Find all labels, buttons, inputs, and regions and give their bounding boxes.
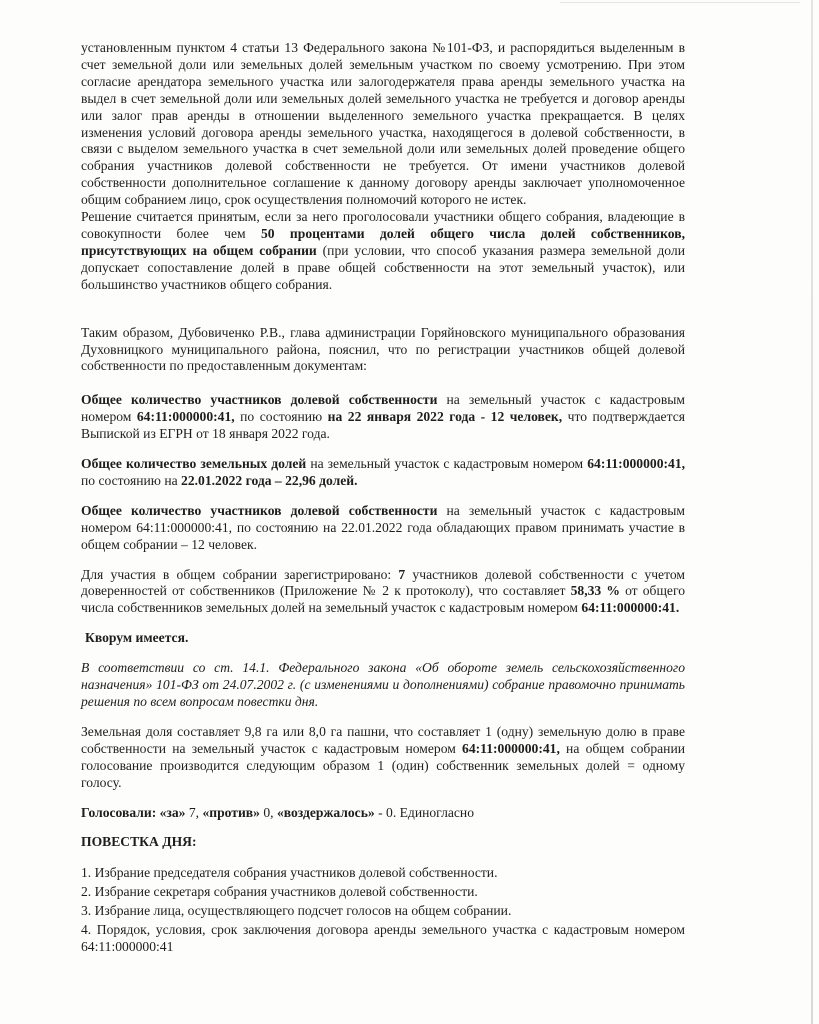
agenda-title: ПОВЕСТКА ДНЯ: [81,834,197,850]
paragraph-decision-rule: Решение считается принятым, если за него проголосовали участники общего собрания, владеющие в совокупности более чем 50 процентами долей общего числа долей собственников, присутствующих на общем собрании (при условии, что способ указания размера земельной доли допускает сопоставление долей в праве общей собственности на этот земельный участок), или большинство участников общего собрания. [81,209,685,292]
quorum-statement: Кворум имеется. [85,630,189,646]
agenda-item: 3. Избрание лица, осуществляющего подсчет голосов на общем собрании. [81,903,512,919]
paragraph-eligible-participants: Общее количество участников долевой собственности на земельный участок с кадастровым номером 64:11:000000:41, по состоянию на 22.01.2022 года обладающих правом принимать участие в общем собрании – 12 человек. [81,502,685,552]
paragraph-legal-basis: В соответствии со ст. 14.1. Федерального закона «Об обороте земель сельскохозяйственного назначения» 101-ФЗ от 24.07.2002 г. (с изменениями и дополнениями) собрание правомочно принимать решения по всем вопросам повестки дня. [81,660,685,709]
paragraph-registration-intro: Таким образом, Дубовиченко Р.В., глава администрации Горяйновского муниципального образования Духовницкого муниципального района, пояснил, что по регистрации участников общей долевой собственности по предоставленным документам: [81,324,685,374]
agenda-item: 4. Порядок, условия, срок заключения договора аренды земельного участка с кадастровым номером 64:11:000000:41 [81,922,685,954]
paragraph-registered-participants: Для участия в общем собрании зарегистрировано: 7 участников долевой собственности с учетом доверенностей от собственников (Приложение № 2 к протоколу), что составляет 58,33 % от общего числа собственников земельных долей на земельный участок с кадастровым номером 64:11:000000:41. [81,566,685,616]
paragraph-total-shares: Общее количество земельных долей на земельный участок с кадастровым номером 64:11:000000:41, по состоянию на 22.01.2022 года – 22,96 долей. [81,456,686,488]
document-page [81,40,685,956]
vote-result: Голосовали: «за» 7, «против» 0, «воздержалось» - 0. Единогласно [81,804,474,820]
scan-edge [811,0,813,1024]
scan-edge-top [560,2,800,3]
paragraph-total-participants: Общее количество участников долевой собственности на земельный участок с кадастровым номером 64:11:000000:41, по состоянию на 22 января 2022 года - 12 человек, что подтверждается Выпиской из ЕГРН от 18 января 2022 года. [81,392,685,442]
agenda-item: 2. Избрание секретаря собрания участников долевой собственности. [81,884,478,900]
agenda-list [81,865,685,956]
decision-threshold: 50 процентами долей общего числа долей собственников, присутствующих на общем собрании [81,225,685,258]
agenda-item: 1. Избрание председателя собрания участников долевой собственности. [81,865,498,881]
paragraph-share-allocation: установленным пунктом 4 статьи 13 Федерального закона №101-ФЗ, и распорядиться выделенным в счет земельной доли или земельных долей земельным участком по своему усмотрению. При этом согласие арендатора земельного участка или залогодержателя права аренды земельного участка на выдел в счет земельной доли или земельных долей земельного участка не требуется и договор аренды или залог прав аренды в отношении выделенного земельного участка прекращается. В целях изменения условий договора аренды земельного участка, находящегося в долевой собственности, в связи с выделом земельного участка в счет земельной доли или земельных долей проведение общего собрания участников долевой собственности не требуется. От имени участников долевой собственности дополнительное соглашение к данному договору аренды заключает уполномоченное общим собранием лицо, срок осуществления полномочий которого не истек. [81,40,685,208]
paragraph-land-share: Земельная доля составляет 9,8 га или 8,0 га пашни, что составляет 1 (одну) земельную долю в праве собственности на земельный участок с кадастровым номером 64:11:000000:41, на общем собрании голосование производится следующим образом 1 (один) собственник земельных долей = одному голосу. [81,723,685,790]
